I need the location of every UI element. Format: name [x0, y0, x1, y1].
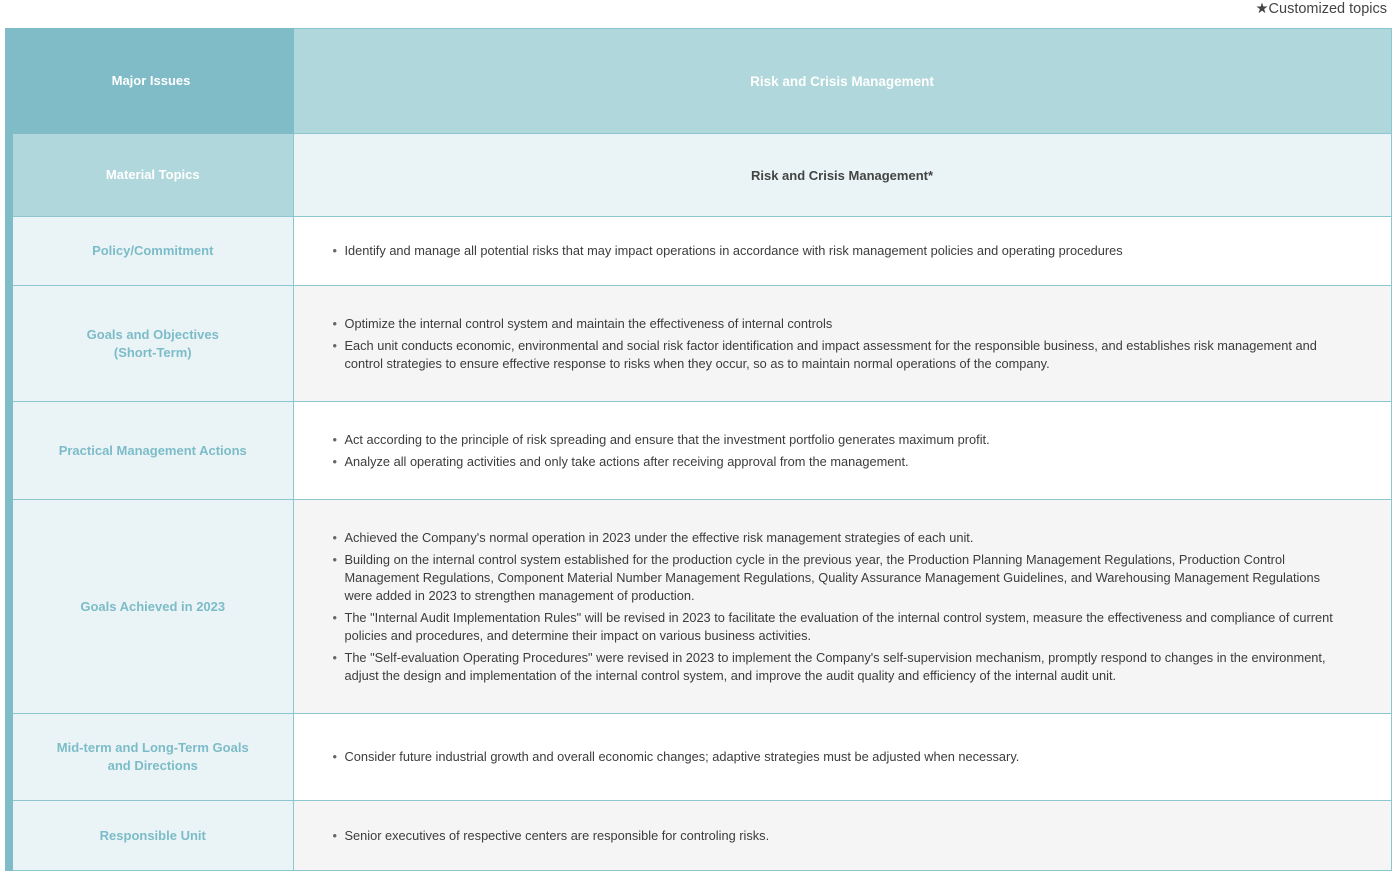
management-actions-content [293, 402, 1391, 500]
policy-row [9, 217, 1391, 286]
list-item: • Building on the internal control system established for the production cycle in the previous year, the Production Planning Management Regulations, Production Control Management Regulations, Component Material Number Management Regulations, Quality Assurance Management Guidelines, and Warehousing Management Regulations were added in 2023 to strengthen management of production. [332, 551, 1320, 603]
goals-achieved-row [9, 500, 1391, 714]
management-actions-label: Practical Management Actions [9, 402, 293, 500]
goals-short-term-label: Goals and Objectives (Short-Term) [9, 286, 293, 402]
topic-table [5, 28, 1392, 871]
goals-achieved-label: Goals Achieved in 2023 [9, 500, 293, 714]
long-term-goals-label: Mid-term and Long-Term Goals and Directions [9, 714, 293, 801]
goals-short-term-content [293, 286, 1391, 402]
list-item: • Achieved the Company's normal operation in 2023 under the effective risk management strategies of each unit. [332, 529, 974, 545]
list-item: • Consider future industrial growth and overall economic changes; adaptive strategies must be adjusted when necessary. [332, 749, 1020, 764]
long-term-goals-row [9, 714, 1391, 801]
customized-topics-note: ★Customized topics [1255, 1, 1387, 17]
management-actions-row [9, 402, 1391, 500]
header-row [9, 29, 1391, 134]
material-topics-row [9, 134, 1391, 217]
list-item: • The "Self-evaluation Operating Procedures" were revised in 2023 to implement the Company's self-supervision mechanism, promptly respond to changes in the environment, adjust the design and implementation of the internal control system, and improve the audit quality and efficiency of the internal audit unit. [332, 649, 1326, 683]
goals-achieved-content [293, 500, 1391, 714]
policy-content [293, 217, 1391, 286]
topic-table-container [5, 28, 1387, 870]
policy-label: Policy/Commitment [9, 217, 293, 286]
list-item: • The "Internal Audit Implementation Rules" will be revised in 2023 to facilitate the evaluation of the internal control system, measure the effectiveness and compliance of current policies and procedures, and determine their impact on various business activities. [332, 609, 1333, 643]
long-term-goals-content [293, 714, 1391, 801]
list-item: • Senior executives of respective centers are responsible for controling risks. [332, 827, 770, 843]
responsible-unit-label: Responsible Unit [9, 801, 293, 871]
material-topics-value: Risk and Crisis Management* [293, 134, 1391, 217]
list-item: • Each unit conducts economic, environmental and social risk factor identification and impact assessment for the responsible business, and establishes risk management and control strategies to ensure effective response to risks when they occur, so as to maintain normal operations of the company. [332, 337, 1317, 371]
list-item: • Optimize the internal control system and maintain the effectiveness of internal controls [332, 315, 833, 331]
list-item: • Act according to the principle of risk spreading and ensure that the investment portfolio generates maximum profit. [332, 431, 990, 447]
major-issues-value: Risk and Crisis Management [293, 29, 1391, 134]
goals-short-term-row [9, 286, 1391, 402]
responsible-unit-row [9, 801, 1391, 871]
list-item: • Identify and manage all potential risks that may impact operations in accordance with risk management policies and operating procedures [332, 243, 1123, 258]
major-issues-label: Major Issues [9, 29, 293, 134]
list-item: • Analyze all operating activities and only take actions after receiving approval from the management. [332, 453, 909, 469]
responsible-unit-content [293, 801, 1391, 871]
material-topics-label: Material Topics [9, 134, 293, 217]
